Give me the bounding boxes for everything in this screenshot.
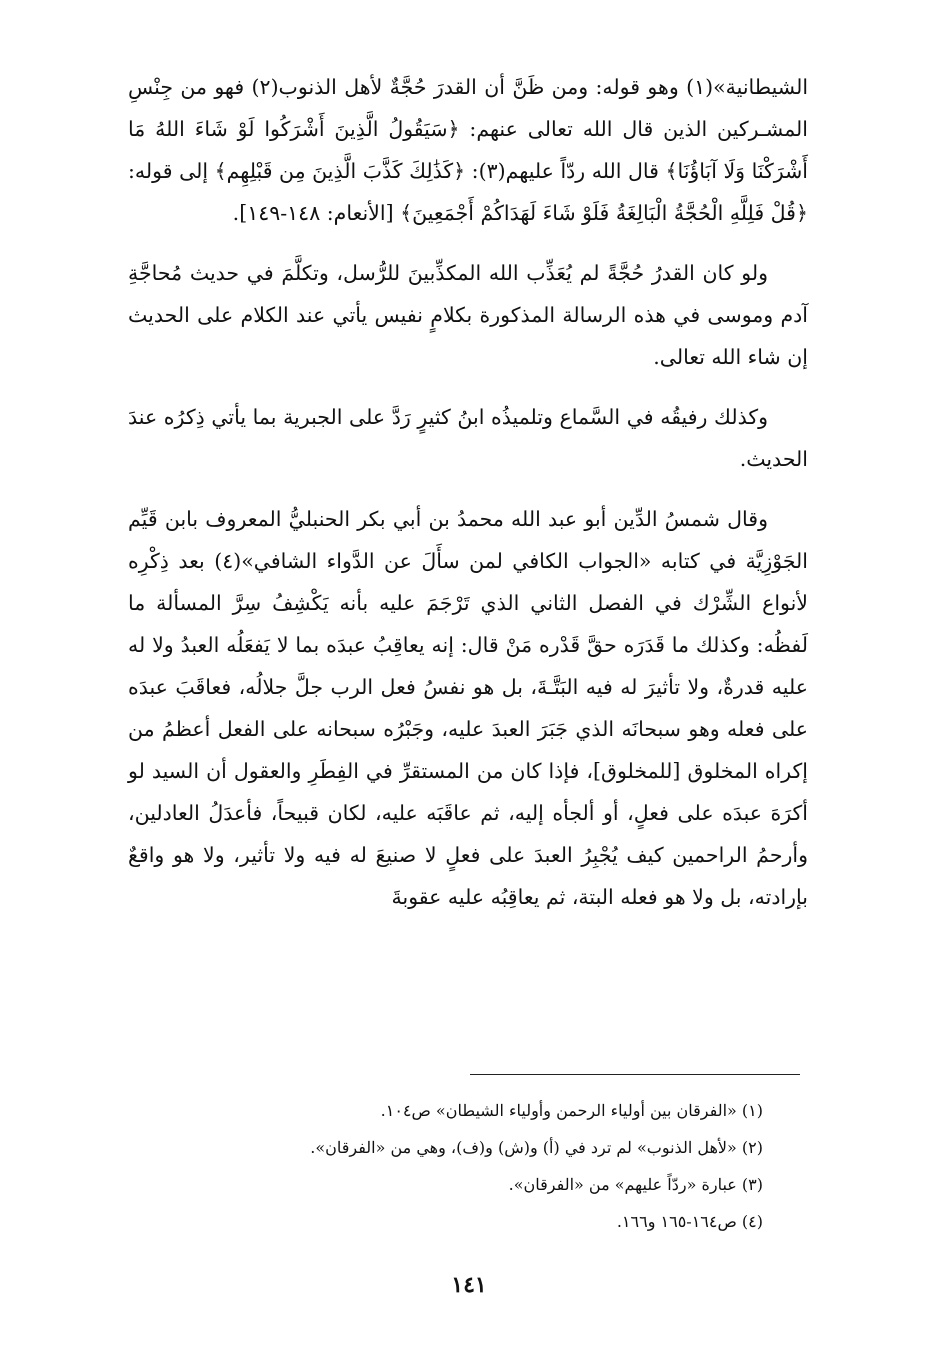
footnote-separator: [470, 1074, 800, 1075]
paragraph-3: وكذلك رفيقُه في السَّماع وتلميذُه ابنُ كثيرٍ رَدَّ على الجبرية بما يأتي ذِكرُه عندَ الحديث.: [128, 405, 808, 471]
main-text-body: [128, 66, 808, 918]
footnote-1: (١) «الفرقان بين أولياء الرحمن وأولياء الشيطان» ص١٠٤.: [380, 1101, 763, 1120]
footnote-4: (٤) ص١٦٤-١٦٥ و١٦٦.: [616, 1212, 763, 1231]
page-number: ١٤١: [451, 1272, 487, 1298]
footnote-3: (٣) عبارة «ردّاً عليهم» من «الفرقان».: [508, 1175, 763, 1194]
paragraph-4: وقال شمسُ الدِّين أبو عبد الله محمدُ بن أبي بكر الحنبليُّ المعروف بابن قَيِّم الجَوْزِيَّة في كتابه «الجواب الكافي لمن سأَلَ عن الدَّواء الشافي»(٤) بعد ذِكْرِه لأنواع الشِّرْك في الفصل الثاني الذي تَرْجَمَ عليه بأنه يَكْشِفُ سِرَّ المسألة ما لَفظُه: وكذلك ما قَدَرَه حقَّ قَدْره مَنْ قال: إنه يعاقِبُ عبدَه بما لا يَفعَلُه العبدُ ولا له عليه قدرةٌ، ولا تأثيرَ له فيه البَتَّـةَ، بل هو نفسُ فعل الرب جلَّ جلالُه، فعاقَبَ عبدَه على فعله وهو سبحانَه الذي جَبَرَ العبدَ عليه، وجَبْرُه سبحانه على الفعل أعظمُ من إكراه المخلوق [للمخلوق]، فإذا كان من المستقرِّ في الفِطَرِ والعقول أن السيد لو أكرَهَ عبدَه على فعلٍ، أو ألجأه إليه، ثم عاقَبَه عليه، لكان قبيحاً، فأعدَلُ العادلين، وأرحمُ الراحمين كيف يُجْبِرُ العبدَ على فعلٍ لا صنيعَ له فيه ولا تأثير، ولا هو واقعٌ بإرادته، بل ولا هو فعله البتة، ثم يعاقِبُه عليه عقوبةَ: [128, 507, 808, 909]
footnotes: [123, 1092, 763, 1240]
paragraph-2: ولو كان القدرُ حُجَّةً لم يُعَذِّب الله المكذِّبينَ للرُّسل، وتكلَّمَ في حديث مُحاجَّةِ آدم وموسى في هذه الرسالة المذكورة بكلامٍ نفيس يأتي عند الكلام على الحديث إن شاء الله تعالى.: [128, 261, 808, 369]
footnote-2: (٢) «لأهل الذنوب» لم ترد في (أ) و(ش) و(ف)، وهي من «الفرقان».: [310, 1138, 763, 1157]
paragraph-1: الشيطانية»(١) وهو قوله: ومن ظَنَّ أن القدرَ حُجَّةٌ لأهل الذنوب(٢) فهو من جِنْسِ المشـركين الذين قال الله تعالى عنهم: ﴿سَيَقُولُ الَّذِينَ أَشْرَكُوا لَوْ شَاءَ اللهُ مَا أَشْرَكْنَا وَلَا آبَاؤُنَا﴾ قال الله ردّاً عليهم(٣): ﴿كَذَٰلِكَ كَذَّبَ الَّذِينَ مِن قَبْلِهِم﴾ إلى قوله: ﴿قُلْ فَلِلَّهِ الْحُجَّةُ الْبَالِغَةُ فَلَوْ شَاءَ لَهَدَاكُمْ أَجْمَعِينَ﴾ [الأنعام: ١٤٨-١٤٩].: [128, 75, 809, 225]
